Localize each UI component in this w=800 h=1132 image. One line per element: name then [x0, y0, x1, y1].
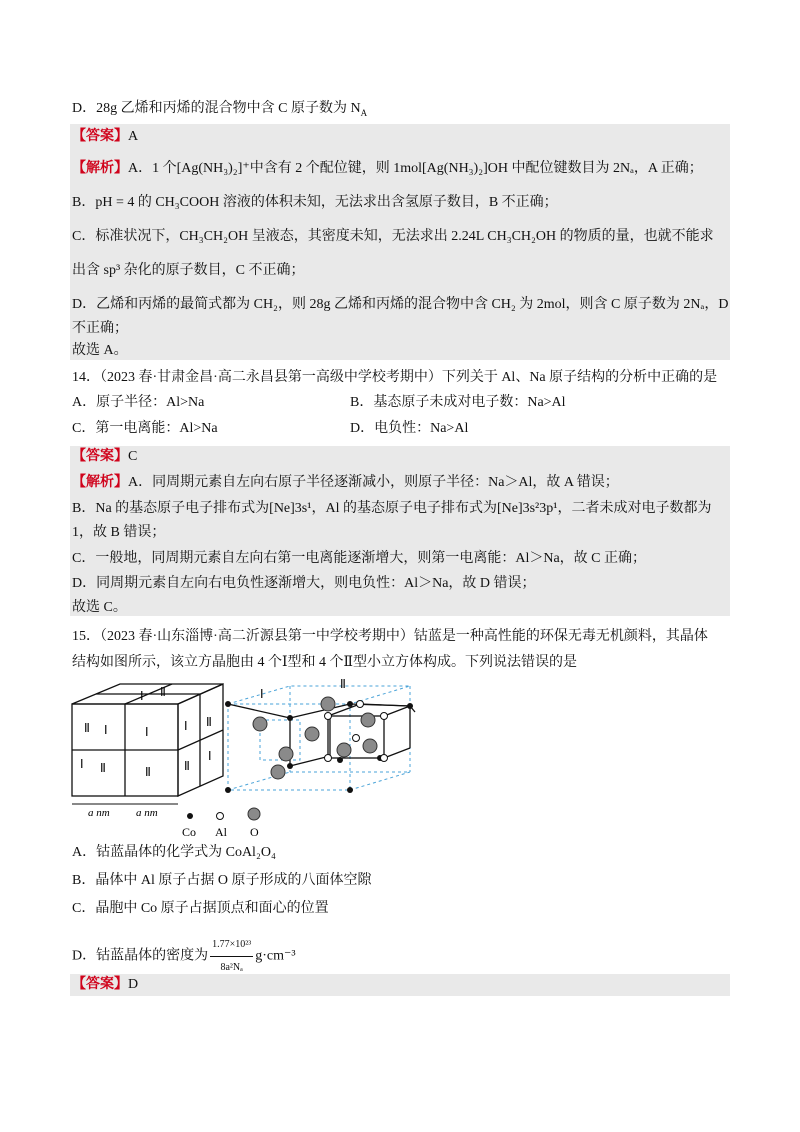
fraction-numerator: 1.77×10²³ — [210, 934, 253, 957]
q14-option-a: A．原子半径：Al>Na — [72, 395, 205, 410]
q14-conclusion: 故选 C。 — [72, 600, 127, 615]
q13-option-d-text: D．28g 乙烯和丙烯的混合物中含 C 原子数为 N — [72, 101, 361, 116]
q14-option-b: B．基态原子未成对电子数：Na>Al — [350, 395, 566, 410]
cell-label-II: Ⅱ — [340, 677, 346, 691]
q13-answer — [72, 126, 138, 148]
density-unit: g·cm⁻³ — [255, 948, 296, 964]
q14-option-c: C．第一电离能：Al>Na — [72, 421, 218, 436]
q14-option-d: D．电负性：Na>Al — [350, 421, 469, 436]
cube-label-II-1: Ⅱ — [84, 721, 90, 735]
q15-stem-2: 结构如图所示，该立方晶胞由 4 个Ⅰ型和 4 个Ⅱ型小立方体构成。下列说法错误的是 — [72, 655, 578, 670]
q13-exp-b: B．pH = 4 的 CH₃COOH 溶液的体积未知，无法求出含氢原子数目，B 不正确； — [72, 195, 558, 210]
legend-o-dot — [248, 808, 260, 820]
q13-option-d — [72, 98, 367, 120]
q15-answer-value: D — [128, 977, 139, 992]
q13-exp-c2: 出含 sp³ 杂化的原子数目，C 不正确； — [72, 263, 305, 278]
cube-label-II-6: Ⅱ — [160, 685, 166, 699]
fraction-denominator: 8a²Nₐ — [220, 962, 243, 973]
q13-option-d-sub: A — [360, 107, 368, 118]
q15-option-a: A．钴蓝晶体的化学式为 CoAl₂O₄ — [72, 845, 276, 860]
legend-al: Al — [215, 825, 227, 839]
unit-cell-cube — [72, 684, 223, 796]
q14-exp-a — [72, 472, 619, 494]
dim-label-2: a nm — [136, 807, 158, 819]
q13-exp-d1: D．乙烯和丙烯的最简式都为 CH₂，则 28g 乙烯和丙烯的混合物中含 CH₂ 为 2mol，则含 C 原子数为 2Nₐ，D — [72, 297, 729, 312]
crystal-structure-figure — [60, 676, 440, 842]
legend-o: O — [250, 825, 259, 839]
q14-answer-value: C — [128, 449, 138, 464]
q13-exp-d2: 不正确； — [72, 321, 128, 336]
cube-label-I-2: Ⅰ — [80, 757, 84, 771]
q15-option-c: C．晶胞中 Co 原子占据顶点和面心的位置 — [72, 901, 329, 916]
q15-option-d-text: D．钴蓝晶体的密度为 — [72, 948, 209, 964]
q15-answer — [72, 974, 138, 996]
q15-stem-1: 15．（2023 春·山东淄博·高二沂源县第一中学校考期中）钴蓝是一种高性能的环保无毒无机颜料，其晶体 — [72, 629, 708, 644]
cube-label-II-5: Ⅱ — [184, 759, 190, 773]
q14-exp-b2: 1，故 B 错误； — [72, 525, 166, 540]
legend-al-dot — [217, 813, 224, 820]
analysis-tag: 【解析】 — [72, 161, 128, 176]
q15-option-b: B．晶体中 Al 原子占据 O 原子形成的八面体空隙 — [72, 873, 372, 888]
q13-exp-c1: C．标准状况下，CH₃CH₂OH 呈液态，其密度未知，无法求出 2.24L CH₃CH₂OH 的物质的量，也就不能求 — [72, 229, 714, 244]
q15-option-d — [72, 934, 296, 979]
answer-tag: 【答案】 — [72, 449, 128, 464]
type-cells-diagram — [225, 677, 415, 793]
q14-stem: 14．（2023 春·甘肃金昌·高二永昌县第一高级中学校考期中）下列关于 Al、Na 原子结构的分析中正确的是 — [72, 370, 718, 385]
q13-exp-a — [72, 158, 703, 180]
cube-label-II-4: Ⅱ — [206, 715, 212, 729]
cube-label-I-1: Ⅰ — [104, 723, 108, 737]
q13-conclusion: 故选 A。 — [72, 343, 128, 358]
answer-tag: 【答案】 — [72, 977, 128, 992]
answer-tag: 【答案】 — [72, 129, 128, 144]
al-atoms — [325, 701, 388, 762]
dim-label-1: a nm — [88, 807, 110, 819]
analysis-tag: 【解析】 — [72, 475, 128, 490]
q13-answer-value: A — [128, 129, 139, 144]
cube-label-I-4: Ⅰ — [184, 719, 188, 733]
cube-label-I-5: Ⅰ — [208, 749, 212, 763]
q14-exp-a-text: A．同周期元素自左向右原子半径逐渐减小，则原子半径：Na＞Al，故 A 错误； — [128, 475, 619, 490]
q13-exp-a-text: A．1 个[Ag(NH₃)₂]⁺中含有 2 个配位键，则 1mol[Ag(NH₃)₂]OH 中配位键数目为 2Nₐ，A 正确； — [128, 161, 703, 176]
density-fraction — [210, 934, 253, 979]
q14-exp-d: D．同周期元素自左向右电负性逐渐增大，则电负性：Al＞Na，故 D 错误； — [72, 576, 536, 591]
q14-answer — [72, 446, 137, 468]
q14-exp-c: C．一般地，同周期元素自左向右第一电离能逐渐增大，则第一电离能：Al＞Na，故 C 正确； — [72, 551, 646, 566]
q14-exp-b1: B．Na 的基态原子电子排布式为[Ne]3s¹，Al 的基态原子电子排布式为[Ne]3s²3p¹，二者未成对电子数都为 — [72, 501, 712, 516]
cube-label-I-3: Ⅰ — [145, 725, 149, 739]
cube-label-II-3: Ⅱ — [145, 765, 151, 779]
cube-label-I-6: Ⅰ — [140, 689, 144, 703]
legend-co-dot — [187, 813, 193, 819]
q15-answer-block — [70, 974, 730, 996]
cube-label-II-2: Ⅱ — [100, 761, 106, 775]
cell-label-I: Ⅰ — [260, 687, 264, 701]
legend-co: Co — [182, 825, 197, 839]
